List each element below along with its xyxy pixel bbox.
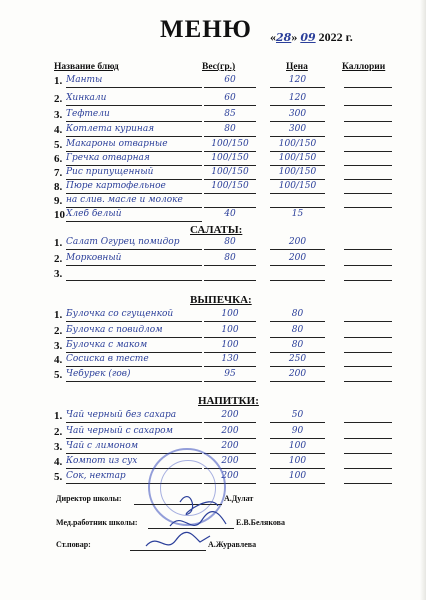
menu-row <box>54 354 399 368</box>
dish-price: 100/150 <box>270 167 325 180</box>
dish-name: Компот из сух <box>66 456 202 469</box>
date-quote-close: » <box>291 30 298 44</box>
row-number: 1. <box>54 309 63 321</box>
dish-name: Рис припущенный <box>66 167 202 180</box>
dish-price: 250 <box>270 354 325 367</box>
row-number: 5. <box>54 369 63 381</box>
dish-price: 80 <box>270 309 325 322</box>
dish-weight: 60 <box>204 75 256 88</box>
dish-weight <box>204 195 256 208</box>
dish-price: 50 <box>270 410 325 423</box>
row-number: 4. <box>54 456 63 468</box>
dish-name: Макароны отварные <box>66 139 202 152</box>
menu-row <box>54 124 399 138</box>
row-number: 1. <box>54 237 63 249</box>
dish-price: 15 <box>291 209 304 219</box>
row-number: 2. <box>54 253 63 265</box>
dish-calories <box>344 139 392 152</box>
dish-weight: 40 <box>224 209 236 219</box>
row-number: 1. <box>54 410 63 422</box>
row-number: 3. <box>54 109 63 121</box>
dish-weight <box>204 268 256 281</box>
dish-name: Чебурек (гов) <box>66 369 202 382</box>
dish-weight: 200 <box>204 410 256 423</box>
dish-weight: 85 <box>204 109 256 122</box>
date-quote-open: « <box>270 30 276 44</box>
dish-price: 100/150 <box>270 153 325 166</box>
dish-name: Чай с лимоном <box>66 441 202 454</box>
dish-price: 90 <box>270 426 325 439</box>
dish-calories <box>344 426 392 439</box>
dish-price: 300 <box>270 124 325 137</box>
signature-role-cook: Ст.повар: <box>56 540 91 549</box>
menu-row <box>54 253 399 267</box>
dish-weight: 200 <box>204 441 256 454</box>
dish-weight: 80 <box>204 237 256 250</box>
menu-row <box>54 109 399 123</box>
menu-row <box>54 209 399 223</box>
signature-name-medic: Е.В.Белякова <box>236 518 285 527</box>
dish-calories <box>344 237 392 250</box>
dish-name: Хинкали <box>66 93 202 106</box>
dish-calories <box>344 456 392 469</box>
menu-row <box>54 75 399 89</box>
dish-name: Котлета куриная <box>66 124 202 137</box>
dish-calories <box>344 75 392 88</box>
menu-row <box>54 139 399 153</box>
dish-calories <box>344 195 392 208</box>
dish-weight: 80 <box>204 253 256 266</box>
dish-name: Чай черный с сахаром <box>66 426 202 439</box>
dish-price <box>270 195 325 208</box>
dish-weight: 200 <box>204 426 256 439</box>
dish-weight: 80 <box>204 124 256 137</box>
row-number: 6. <box>54 153 63 165</box>
dish-name: Гречка отварная <box>66 153 202 166</box>
dish-price: 200 <box>270 253 325 266</box>
dish-price <box>270 268 325 281</box>
dish-name: Булочка с маком <box>66 340 202 353</box>
dish-weight: 60 <box>204 93 256 106</box>
menu-row <box>54 268 399 282</box>
dish-weight: 100 <box>204 325 256 338</box>
menu-row <box>54 167 399 181</box>
date-month: 09 <box>300 31 316 44</box>
dish-price: 120 <box>270 93 325 106</box>
dish-name: Сок, нектар <box>66 471 202 484</box>
dish-calories <box>344 325 392 338</box>
row-number: 9. <box>54 195 63 207</box>
menu-date <box>270 30 353 45</box>
dish-calories <box>344 93 392 106</box>
menu-row <box>54 153 399 167</box>
dish-price: 100 <box>270 471 325 484</box>
menu-row <box>54 325 399 339</box>
dish-weight: 200 <box>204 456 256 469</box>
row-number: 2. <box>54 93 63 105</box>
dish-calories <box>344 253 392 266</box>
row-number: 3. <box>54 268 63 280</box>
dish-weight: 95 <box>204 369 256 382</box>
dish-name <box>66 268 202 281</box>
row-number: 7. <box>54 167 63 179</box>
dish-price: 100/150 <box>270 139 325 152</box>
dish-name: Чай черный без сахара <box>66 410 202 423</box>
menu-row <box>54 410 399 424</box>
dish-weight: 100/150 <box>204 139 256 152</box>
dish-calories <box>344 309 392 322</box>
menu-row <box>54 426 399 440</box>
row-number: 5. <box>54 139 63 151</box>
dish-calories <box>344 209 392 221</box>
signature-role-director: Директор школы: <box>56 494 122 503</box>
column-header-name: Название блюд <box>54 62 119 72</box>
row-number: 3. <box>54 340 63 352</box>
signature-role-medic: Мед.работник школы: <box>56 518 138 527</box>
dish-name: Салат Огурец помидор <box>66 237 202 250</box>
dish-name: Морковный <box>66 253 202 266</box>
column-header-weight: Вес(гр.) <box>202 62 236 72</box>
menu-row <box>54 93 399 107</box>
dish-calories <box>344 124 392 137</box>
dish-name: Сосиска в тесте <box>66 354 202 367</box>
dish-price: 80 <box>270 325 325 338</box>
row-number: 3. <box>54 441 63 453</box>
dish-name: Манты <box>66 75 202 88</box>
scan-edge-shadow <box>420 0 426 600</box>
dish-weight: 200 <box>204 471 256 484</box>
dish-weight: 100/150 <box>204 167 256 180</box>
dish-weight: 100 <box>204 340 256 353</box>
dish-calories <box>344 369 392 382</box>
menu-row <box>54 309 399 323</box>
dish-calories <box>344 410 392 423</box>
handwritten-signatures <box>140 480 250 560</box>
dish-calories <box>344 441 392 454</box>
dish-name: Хлеб белый <box>66 209 202 222</box>
dish-calories <box>344 109 392 122</box>
dish-name: Булочка с повидлом <box>66 325 202 338</box>
dish-price: 100 <box>270 441 325 454</box>
date-year: 2022 г. <box>318 30 353 44</box>
column-header-calories: Каллории <box>342 62 386 72</box>
menu-row <box>54 441 399 455</box>
dish-name: на слив. масле и молоке <box>66 195 202 208</box>
row-number: 1. <box>54 75 63 87</box>
dish-weight: 100 <box>204 309 256 322</box>
dish-calories <box>344 471 392 484</box>
row-number: 5. <box>54 471 63 483</box>
row-number: 8. <box>54 181 63 193</box>
dish-price: 200 <box>270 237 325 250</box>
menu-row <box>54 340 399 354</box>
bakery-title: ВЫПЕЧКА: <box>190 294 252 306</box>
dish-price: 300 <box>270 109 325 122</box>
row-number: 4. <box>54 354 63 366</box>
column-header-price: Цена <box>286 62 308 72</box>
menu-row <box>54 195 399 209</box>
dish-weight: 130 <box>204 354 256 367</box>
menu-row <box>54 181 399 195</box>
drinks-title: НАПИТКИ: <box>198 395 259 407</box>
dish-price: 120 <box>270 75 325 88</box>
dish-price: 80 <box>270 340 325 353</box>
dish-name: Булочка со сгущенкой <box>66 309 202 322</box>
menu-row <box>54 369 399 383</box>
salads-title: САЛАТЫ: <box>190 224 243 236</box>
row-number: 2. <box>54 325 63 337</box>
dish-weight: 100/150 <box>204 181 256 194</box>
signature-name-cook: А.Журавлева <box>208 540 257 549</box>
dish-calories <box>344 181 392 194</box>
dish-calories <box>344 268 392 281</box>
menu-row <box>54 456 399 470</box>
dish-price: 100 <box>270 456 325 469</box>
dish-calories <box>344 354 392 367</box>
dish-calories <box>344 340 392 353</box>
row-number: 2. <box>54 426 63 438</box>
dish-calories <box>344 167 392 180</box>
dish-calories <box>344 153 392 166</box>
date-day: 28 <box>276 31 292 44</box>
dish-price: 100/150 <box>270 181 325 194</box>
dish-weight: 100/150 <box>204 153 256 166</box>
dish-price: 200 <box>270 369 325 382</box>
row-number: 4. <box>54 124 63 136</box>
menu-row <box>54 237 399 251</box>
dish-name: Тефтели <box>66 109 202 122</box>
signature-name-director: А.Дулат <box>224 494 254 503</box>
row-number: 10 <box>54 209 65 221</box>
dish-name: Пюре картофельное <box>66 181 202 194</box>
page-title: МЕНЮ <box>160 16 252 43</box>
